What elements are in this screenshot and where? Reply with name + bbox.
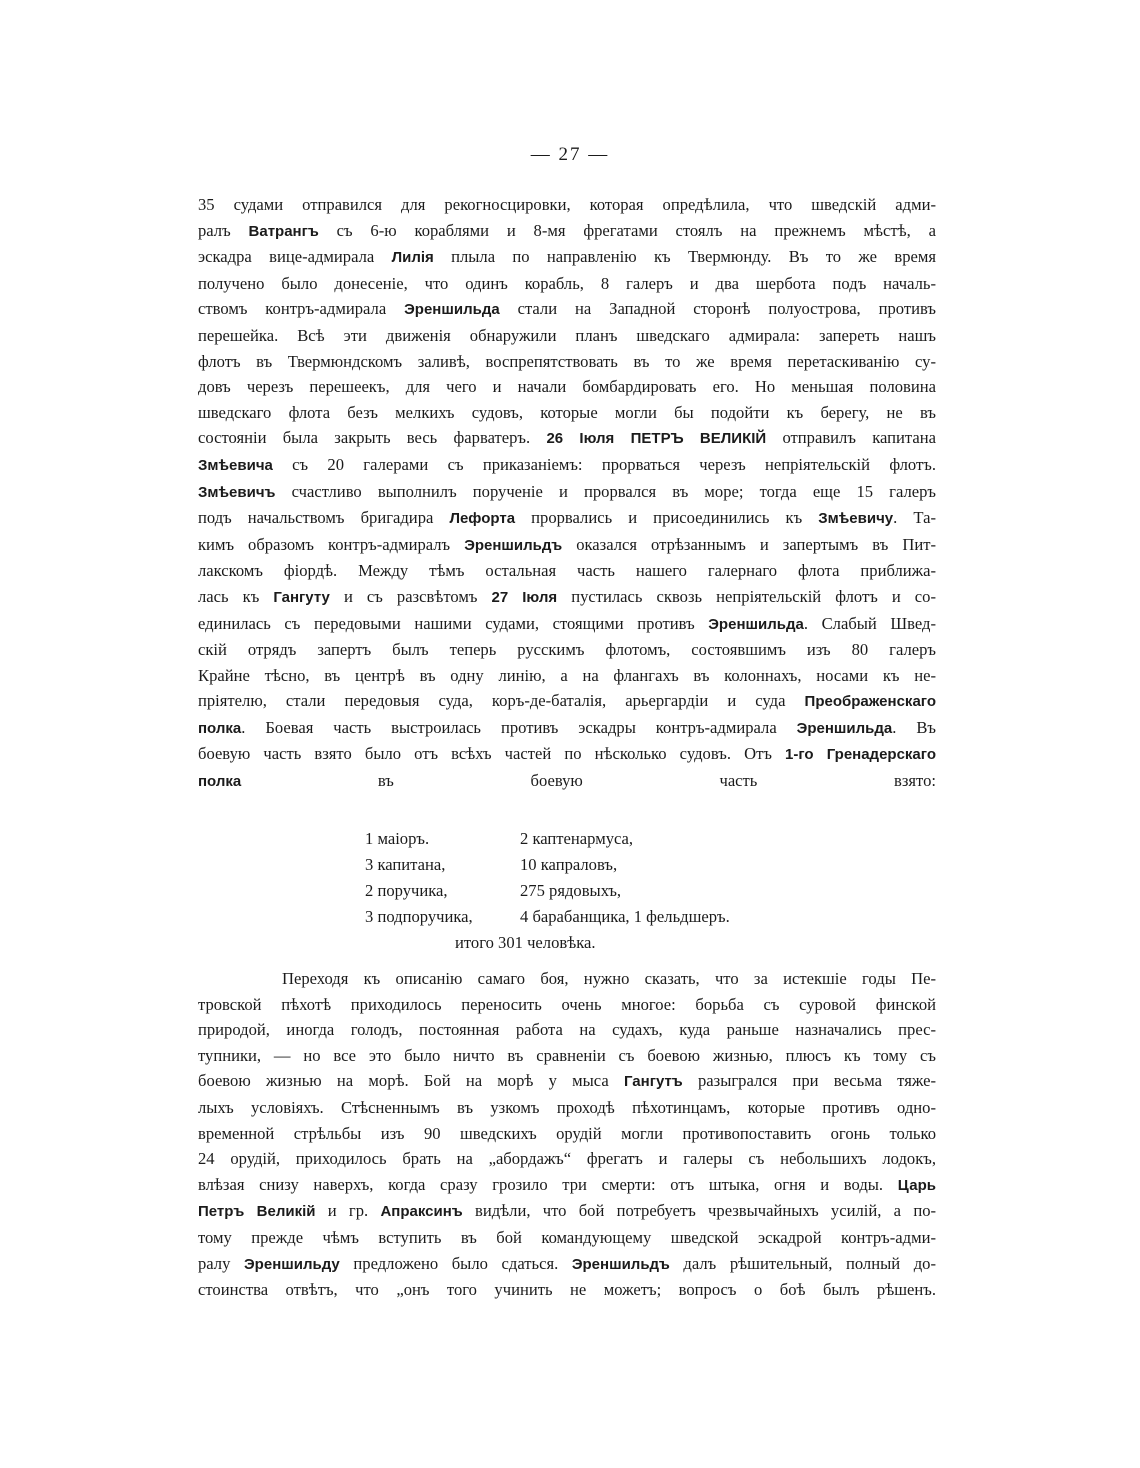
text-run: состояніи была закрыть весь фарватеръ. [198, 428, 547, 448]
text-run: видѣли, что бой потребуетъ чрезвычайныхъ усилій, а по- [462, 1201, 937, 1221]
roster-rank: 2 поручика, [365, 881, 448, 900]
roster-rank: 275 рядовыхъ, [520, 881, 622, 900]
text-run: пустилась сквозь непріятельскій флотъ и со- [557, 586, 936, 606]
roster-row [365, 878, 825, 904]
bold-name: Эреншильда [708, 615, 804, 633]
text-line [198, 452, 936, 479]
text-line [198, 1251, 936, 1278]
text-run: единилась съ передовыми нашими судами, стоящими противъ [198, 613, 709, 633]
roster-rank: 10 капраловъ, [520, 855, 618, 874]
text-run: и съ разсвѣтомъ [329, 586, 492, 606]
text-run: кимъ образомъ контръ-адмиралъ [198, 534, 465, 554]
text-line [198, 244, 936, 271]
bold-name: Преображенскаго [804, 693, 936, 711]
bold-name: Гангуту [273, 588, 330, 606]
text-line [198, 1121, 936, 1147]
paragraph-2 [198, 966, 936, 1303]
text-run: 35 судами отправился для рекогносцировки, которая опредѣлила, что шведскій адми- [198, 195, 936, 214]
roster-rank: 3 капитана, [365, 855, 446, 874]
roster-rank: 4 барабанщика, 1 фельдшеръ. [520, 907, 730, 926]
bold-name: Эреншильдъ [464, 536, 563, 554]
text-run: Крайне тѣсно, въ центрѣ въ одну линію, а на флангахъ въ колоннахъ, носами къ не- [198, 665, 936, 685]
bold-name: Эреншильдъ [571, 1255, 670, 1273]
text-run: влѣзая снизу наверхъ, когда сразу грозило три смерти: отъ штыка, огня и воды. [198, 1174, 898, 1194]
text-line [198, 1225, 936, 1251]
text-line [198, 271, 936, 297]
text-run: перешейка. Всѣ эти движенія обнаружили планъ шведскаго адмирала: запереть нашъ [198, 325, 936, 345]
bold-name: Змѣевича [198, 456, 273, 474]
text-line [198, 584, 936, 611]
text-run: 24 орудій, приходилось брать на „абордажъ“ фрегатъ и галеры съ небольшихъ лодокъ, [198, 1149, 936, 1169]
bold-name: Змѣевичу [818, 510, 894, 528]
bold-name: Лефорта [449, 510, 516, 528]
text-run: съ 20 галерами съ приказаніемъ: прорваться черезъ непріятельскій флотъ. [272, 454, 936, 474]
text-run: флотъ въ Твермюндскомъ заливѣ, воспрепятствовать въ то же время перетаскиванію су- [198, 351, 936, 371]
text-line [198, 425, 936, 452]
text-line [198, 505, 936, 532]
text-run: отправилъ капитана [766, 428, 936, 448]
page-number: — 27 — [530, 144, 610, 165]
text-line [198, 741, 936, 768]
text-run: боевую часть взято было отъ всѣхъ частей по нѣсколько судовъ. Отъ [198, 744, 786, 764]
text-line [198, 1198, 936, 1225]
text-line [198, 688, 936, 715]
text-run: . Въ [892, 717, 936, 737]
text-run: временной стрѣльбы изъ 90 шведскихъ орудій могли противопоставить огонь только [198, 1123, 936, 1143]
text-run: тровской пѣхотѣ приходилось переносить очень многое: борьба съ суровой финской [198, 994, 936, 1014]
text-run: лакскомъ фіордѣ. Между тѣмъ остальная часть нашего галернаго флота приближа- [198, 561, 936, 581]
text-line [198, 218, 936, 245]
bold-name: полка [198, 719, 242, 737]
roster-table [365, 826, 825, 956]
roster-rank: 1 маіоръ. [365, 829, 430, 848]
text-run: стали на Западной сторонѣ полуострова, противъ [499, 299, 936, 319]
roster-row [365, 904, 825, 930]
text-run: и гр. [315, 1201, 381, 1221]
text-run: ствомъ контръ-адмирала [198, 299, 405, 319]
text-run: . Слабый Швед- [803, 613, 936, 633]
text-line [198, 1095, 936, 1121]
text-line [198, 192, 936, 218]
text-run: шведскаго флота безъ мелкихъ судовъ, которые могли бы подойти къ берегу, не въ [198, 402, 936, 422]
text-line [198, 349, 936, 375]
roster-rank: 2 каптенармуса, [520, 829, 634, 848]
text-run: лыхъ условіяхъ. Стѣсненнымъ въ узкомъ проходѣ пѣхотинцамъ, которые противъ одно- [198, 1097, 936, 1117]
text-line [198, 611, 936, 638]
text-line [198, 1172, 936, 1199]
text-line [198, 532, 936, 559]
bold-name: полка [198, 773, 242, 791]
bold-name: Лилія [391, 249, 434, 267]
text-line [198, 663, 936, 689]
bold-name: Апраксинъ [380, 1203, 463, 1221]
text-line [198, 1068, 936, 1095]
text-run: получено было донесеніе, что одинъ корабль, 8 галеръ и два шербота подъ началь- [198, 273, 936, 293]
text-line [198, 768, 936, 795]
bold-name: Эреншильда [404, 301, 500, 319]
text-run: . Та- [893, 508, 936, 528]
text-run: . Боевая часть выстроилась противъ эскадры контръ-адмирала [241, 717, 797, 737]
text-run: довъ черезъ перешеекъ, для чего и начали бомбардировать его. Но меньшая половина [198, 377, 936, 397]
text-run: тупники, — но все это было ничто въ сравненіи съ боевою жизнью, плюсъ къ тому съ [198, 1045, 936, 1065]
text-run: лась къ [198, 586, 274, 606]
text-line [198, 992, 936, 1018]
text-run: далъ рѣшительный, полный до- [669, 1253, 936, 1273]
text-line [198, 374, 936, 400]
text-line [198, 966, 936, 992]
text-run: ралъ [198, 220, 249, 240]
roster-row [365, 852, 825, 878]
text-run: природой, иногда голодъ, постоянная работа на судахъ, куда раньше назначались прес- [198, 1020, 936, 1040]
text-run: разыгрался при весьма тяже- [682, 1071, 936, 1091]
text-run: оказался отрѣзаннымъ и запертымъ въ Пит- [562, 534, 936, 554]
text-run: пріятелю, стали передовыя суда, коръ-де-баталія, арьергардіи и суда [198, 691, 805, 711]
paragraph-1 [198, 192, 936, 795]
text-run: подъ начальствомъ бригадира [198, 508, 450, 528]
text-run: ралу [198, 1253, 245, 1273]
text-run: эскадра вице-адмирала [198, 247, 392, 267]
text-line [198, 1043, 936, 1069]
roster-rank: 3 подпоручика, [365, 907, 473, 926]
text-line [198, 1017, 936, 1043]
text-line [198, 296, 936, 323]
text-line [198, 715, 936, 742]
text-run: боевою жизнью на морѣ. Бой на морѣ у мыса [198, 1071, 624, 1091]
roster-total: итого 301 человѣка. [455, 933, 596, 952]
text-line [198, 1146, 936, 1172]
text-line [198, 323, 936, 349]
text-run: предложено было сдаться. [339, 1253, 572, 1273]
bold-name: 26 Іюля ПЕТРЪ ВЕЛИКІЙ [546, 430, 767, 448]
text-run: скій отрядъ запертъ былъ теперь русскимъ флотомъ, состоявшимъ изъ 80 галеръ [198, 640, 936, 660]
text-run: прорвались и присоединились къ [515, 508, 819, 528]
text-line [198, 558, 936, 584]
text-run: плыла по направленію къ Твермюнду. Въ то же время [433, 247, 936, 267]
text-run: въ боевую часть взято: [241, 771, 936, 791]
text-run: стоинства отвѣтъ, что „онъ того учинить не можетъ; вопросъ о боѣ былъ рѣшенъ. [198, 1280, 936, 1300]
bold-name: Змѣевичъ [198, 483, 276, 501]
text-line [198, 400, 936, 426]
roster-row [365, 826, 825, 852]
text-run: съ 6-ю кораблями и 8-мя фрегатами стоялъ на прежнемъ мѣстѣ, а [318, 220, 936, 240]
bold-name: 27 Іюля [491, 588, 558, 606]
bold-name: Петръ Великій [198, 1203, 316, 1221]
text-run: счастливо выполнилъ порученіе и прорвался въ море; тогда еще 15 галеръ [275, 481, 936, 501]
bold-name: Эреншильда [796, 719, 893, 737]
bold-name: Эреншильду [244, 1255, 340, 1273]
bold-name: 1-го Гренадерскаго [785, 746, 936, 764]
text-run: тому прежде чѣмъ вступить въ бой командующему шведской эскадрой контръ-адми- [198, 1227, 936, 1247]
text-line [198, 479, 936, 506]
bold-name: Ватрангъ [248, 222, 319, 240]
bold-name: Гангутъ [623, 1073, 683, 1091]
text-line [198, 637, 936, 663]
bold-name: Царь [897, 1176, 936, 1194]
text-run: Переходя къ описанію самаго боя, нужно сказать, что за истекшіе годы Пе- [282, 969, 936, 988]
text-line [198, 1277, 936, 1303]
